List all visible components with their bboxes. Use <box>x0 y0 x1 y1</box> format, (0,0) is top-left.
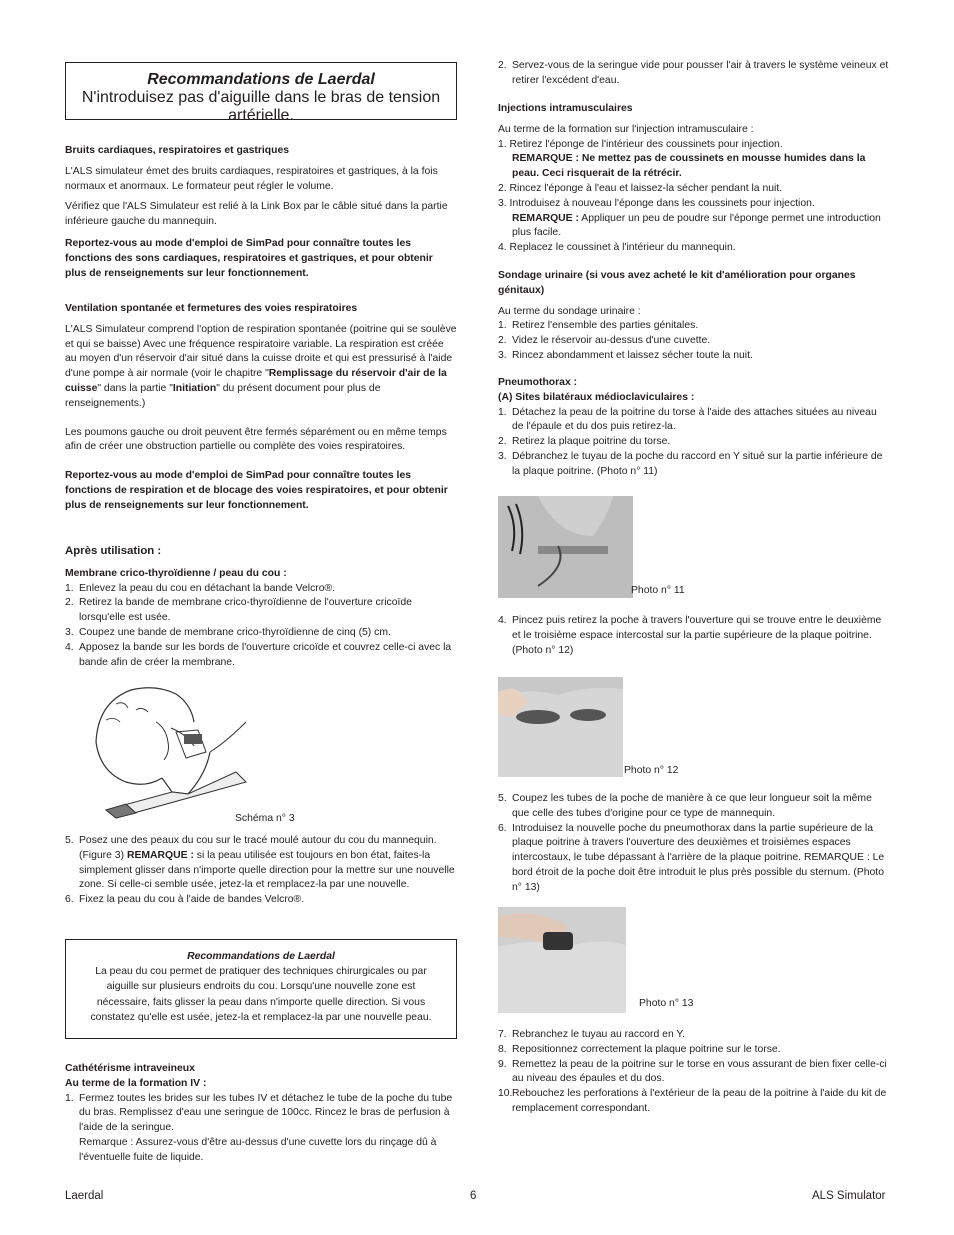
section-title: Injections intramusculaires <box>498 103 633 114</box>
section-pneumothorax <box>498 376 890 480</box>
list-item: 10. Rebouchez les perforations à l'extérieur de la peau de la poitrine à l'aide du kit de remplacement correspondant. <box>498 1088 887 1114</box>
paragraph: L'ALS Simulateur comprend l'option de respiration spontanée (poitrine qui se soulève et qui se baisse) Avec une fréquence respiratoire variable. La respiration est créée au moyen d'un réservoir d'air situé dans la cuisse droite et qui est pressurisé à l'aide d'une pompe à air normale (voir le chapitre "Remplissage du réservoir d'air de la cuisse" dans la partie "Initiation" du présent document pour plus de renseignements.) <box>65 323 457 409</box>
box-text: N'introduisez pas d'aiguille dans le bras de tension artérielle. <box>81 89 441 124</box>
box-text: La peau du cou permet de pratiquer des techniques chirurgicales ou par aiguille sur plusieurs endroits du cou. Lorsqu'une nouvelle zone est nécessaire, faits glisser la peau dans n'importe quelle direction. Si vous constatez qu'elle est usée, jetez-la et remplacez-la par une nouvelle peau. <box>90 966 432 1023</box>
list-item: 6. Fixez la peau du cou à l'aide de bandes Velcro®. <box>65 894 305 906</box>
section-title: Après utilisation : <box>65 545 162 557</box>
section-title: Pneumothorax : <box>498 377 578 388</box>
paragraph: Au terme du sondage urinaire : <box>498 305 641 317</box>
list-item: 5. Posez une des peaux du cou sur le tracé moulé autour du cou du mannequin. (Figure 3) REMARQUE : si la peau utilisée est toujours en bon état, faites-la simplement glisser dans n'importe quelle direction pour la mettre sur une nouvelle zone. Si celle-ci semble usée, jetez-la et remplacez-la par une nouvelle. <box>65 835 455 891</box>
numbered-list <box>65 1092 457 1166</box>
paragraph: Vérifiez que l'ALS Simulateur est relié à la Link Box par le câble situé dans la partie inférieure gauche du mannequin. <box>65 201 448 228</box>
list-item: 4. Pincez puis retirez la poche à travers l'ouverture qui se trouve entre le deuxième et le troisième espace intercostal sur la partie supérieure de la plaque poitrine. (Photo n° 12) <box>498 615 882 656</box>
list-item: 4. Replacez le coussinet à l'intérieur du mannequin. <box>498 242 736 254</box>
box-title: Recommandations de Laerdal <box>147 71 375 88</box>
list-item: 1. Détachez la peau de la poitrine du torse à l'aide des attaches situées au niveau de l'épaule et du dos puis retirez-la. <box>498 406 877 433</box>
list-item: 3. Introduisez à nouveau l'éponge dans les coussinets pour injection. <box>498 197 815 209</box>
numbered-list <box>498 319 890 363</box>
list-item: 1. Retirez l'éponge de l'intérieur des coussinets pour injection. <box>498 138 783 150</box>
numbered-list <box>498 59 890 89</box>
section-title: Bruits cardiaques, respiratoires et gastriques <box>65 145 290 156</box>
photo-11 <box>498 496 633 598</box>
list-item: 3. Coupez une bande de membrane crico-thyroïdienne de cinq (5) cm. <box>65 626 391 638</box>
items-5-6 <box>498 792 890 896</box>
section-catheterisme <box>65 1062 457 1166</box>
section-title: Cathétérisme intraveineux <box>65 1063 195 1074</box>
list-item: 2. Videz le réservoir au-dessus d'une cuvette. <box>498 335 711 347</box>
paragraph: L'ALS simulateur émet des bruits cardiaques, respiratoires et gastriques, à la fois normaux et anormaux. Le formateur peut régler le volume. <box>65 165 438 192</box>
numbered-list <box>498 406 890 480</box>
list-item: 2. Rincez l'éponge à l'eau et laissez-la sécher pendant la nuit. <box>498 182 783 194</box>
section-sondage <box>498 269 890 364</box>
list-item: 2. Retirez la bande de membrane crico-thyroïdienne de l'ouverture cricoïde lorsqu'elle est usée. <box>65 597 412 624</box>
numbered-list <box>65 582 457 671</box>
paragraph: Les poumons gauche ou droit peuvent être fermés séparément ou en même temps afin de créer une obstruction partielle ou complète des voies respiratoires. <box>65 426 447 453</box>
numbered-list <box>498 792 890 896</box>
section-apres <box>65 544 457 670</box>
section-title: Ventilation spontanée et fermetures des voies respiratoires <box>65 303 358 314</box>
section-injections <box>498 102 890 256</box>
page-number: 6 <box>470 1190 477 1202</box>
items-5-6 <box>65 834 457 908</box>
numbered-list <box>65 834 457 908</box>
list-item: 6. Introduisez la nouvelle poche du pneumothorax dans la partie supérieure de la plaque poitrine à travers l'ouverture des deuxièmes et troisièmes espaces intercostaux, le tube dépassant à l'arrière de la plaque poitrine. REMARQUE : Le bord étroit de la poche doit être introduit le plus près possible du sternum. (Photo n° 13) <box>498 822 885 893</box>
paragraph-bold: Reportez-vous au mode d'emploi de SimPad pour connaître toutes les fonctions de respiration et de blocage des voies respiratoires, et pour obtenir plus de renseignements sur leur fonctionnement. <box>65 470 448 511</box>
photo-13 <box>498 907 626 1013</box>
remark: REMARQUE : Ne mettez pas de coussinets en mousse humides dans la peau. Ceci risquerait de la rétrécir. <box>512 153 866 180</box>
box-title: Recommandations de Laerdal <box>187 951 335 962</box>
subsection-title: Membrane crico-thyroïdienne / peau du cou : <box>65 567 287 579</box>
footer-right: ALS Simulator <box>812 1190 886 1202</box>
item-4 <box>498 614 890 658</box>
list-item: 9. Remettez la peau de la poitrine sur le torse en vous assurant de bien fixer celle-ci au niveau des épaules et du dos. <box>498 1058 887 1085</box>
photo-12 <box>498 677 623 777</box>
neck-schema-figure <box>76 682 256 820</box>
section-title: Sondage urinaire (si vous avez acheté le kit d'amélioration pour organes génitaux) <box>498 270 856 296</box>
list-item: 2. Retirez la plaque poitrine du torse. <box>498 436 671 448</box>
subsection-title: Au terme de la formation IV : <box>65 1077 207 1089</box>
list-item: 3. Rincez abondamment et laissez sécher toute la nuit. <box>498 349 753 361</box>
list-item: 4. Apposez la bande sur les bords de l'ouverture cricoïde et couvrez celle-ci avec la bande afin de créer la membrane. <box>65 641 452 668</box>
photo-caption: Photo n° 12 <box>624 765 679 776</box>
list-item: 3. Débranchez le tuyau de la poche du raccord en Y situé sur la partie inférieure de la plaque poitrine. (Photo n° 11) <box>498 450 883 477</box>
list-item: 2. Servez-vous de la seringue vide pour pousser l'air à travers le système veineux et retirer l'excédent d'eau. <box>498 60 889 86</box>
recommendation-box-2 <box>65 939 457 1039</box>
schema-caption: Schéma n° 3 <box>235 813 295 824</box>
numbered-list <box>498 614 890 658</box>
remark: REMARQUE : Appliquer un peu de poudre sur l'éponge permet une introduction plus facile. <box>512 212 881 239</box>
recommendation-box-1 <box>65 62 457 124</box>
list-item: 8. Repositionnez correctement la plaque poitrine sur le torse. <box>498 1043 781 1055</box>
list-item: 1. Fermez toutes les brides sur les tubes IV et détachez le tube de la poche du tube du bras. Remplissez d'eau une seringue de 100cc. Rincez le bras de perfusion à l'aide de la seringue. Remarque : Assurez-vous d'être au-dessus d'une cuvette lors du rinçage dû à l'éventuelle fuite de liquide. <box>65 1092 453 1163</box>
list-item: 5. Coupez les tubes de la poche de manière à ce que leur longueur soit la même que celle des tubes d'origine pour ce type de mannequin. <box>498 793 872 819</box>
paragraph: Au terme de la formation sur l'injection intramusculaire : <box>498 123 754 135</box>
footer-left: Laerdal <box>65 1190 104 1202</box>
list-item: 1. Retirez l'ensemble des parties génitales. <box>498 320 699 332</box>
photo-caption: Photo n° 11 <box>631 585 685 596</box>
items-7-10 <box>498 1028 890 1117</box>
section-bruits <box>65 144 457 281</box>
item-2 <box>498 59 890 89</box>
paragraph-bold: Reportez-vous au mode d'emploi de SimPad pour connaître toutes les fonctions des sons cardiaques, respiratoires et gastriques, et pour obtenir plus de renseignements sur leur fonctionnement. <box>65 237 433 279</box>
list-item: 1. Enlevez la peau du cou en détachant la bande Velcro®. <box>65 582 336 594</box>
list-item: 7. Rebranchez le tuyau au raccord en Y. <box>498 1029 685 1040</box>
section-ventilation <box>65 302 457 514</box>
photo-caption: Photo n° 13 <box>639 998 694 1009</box>
numbered-list <box>498 1028 890 1117</box>
subsection-title: (A) Sites bilatéraux médioclaviculaires : <box>498 391 695 403</box>
